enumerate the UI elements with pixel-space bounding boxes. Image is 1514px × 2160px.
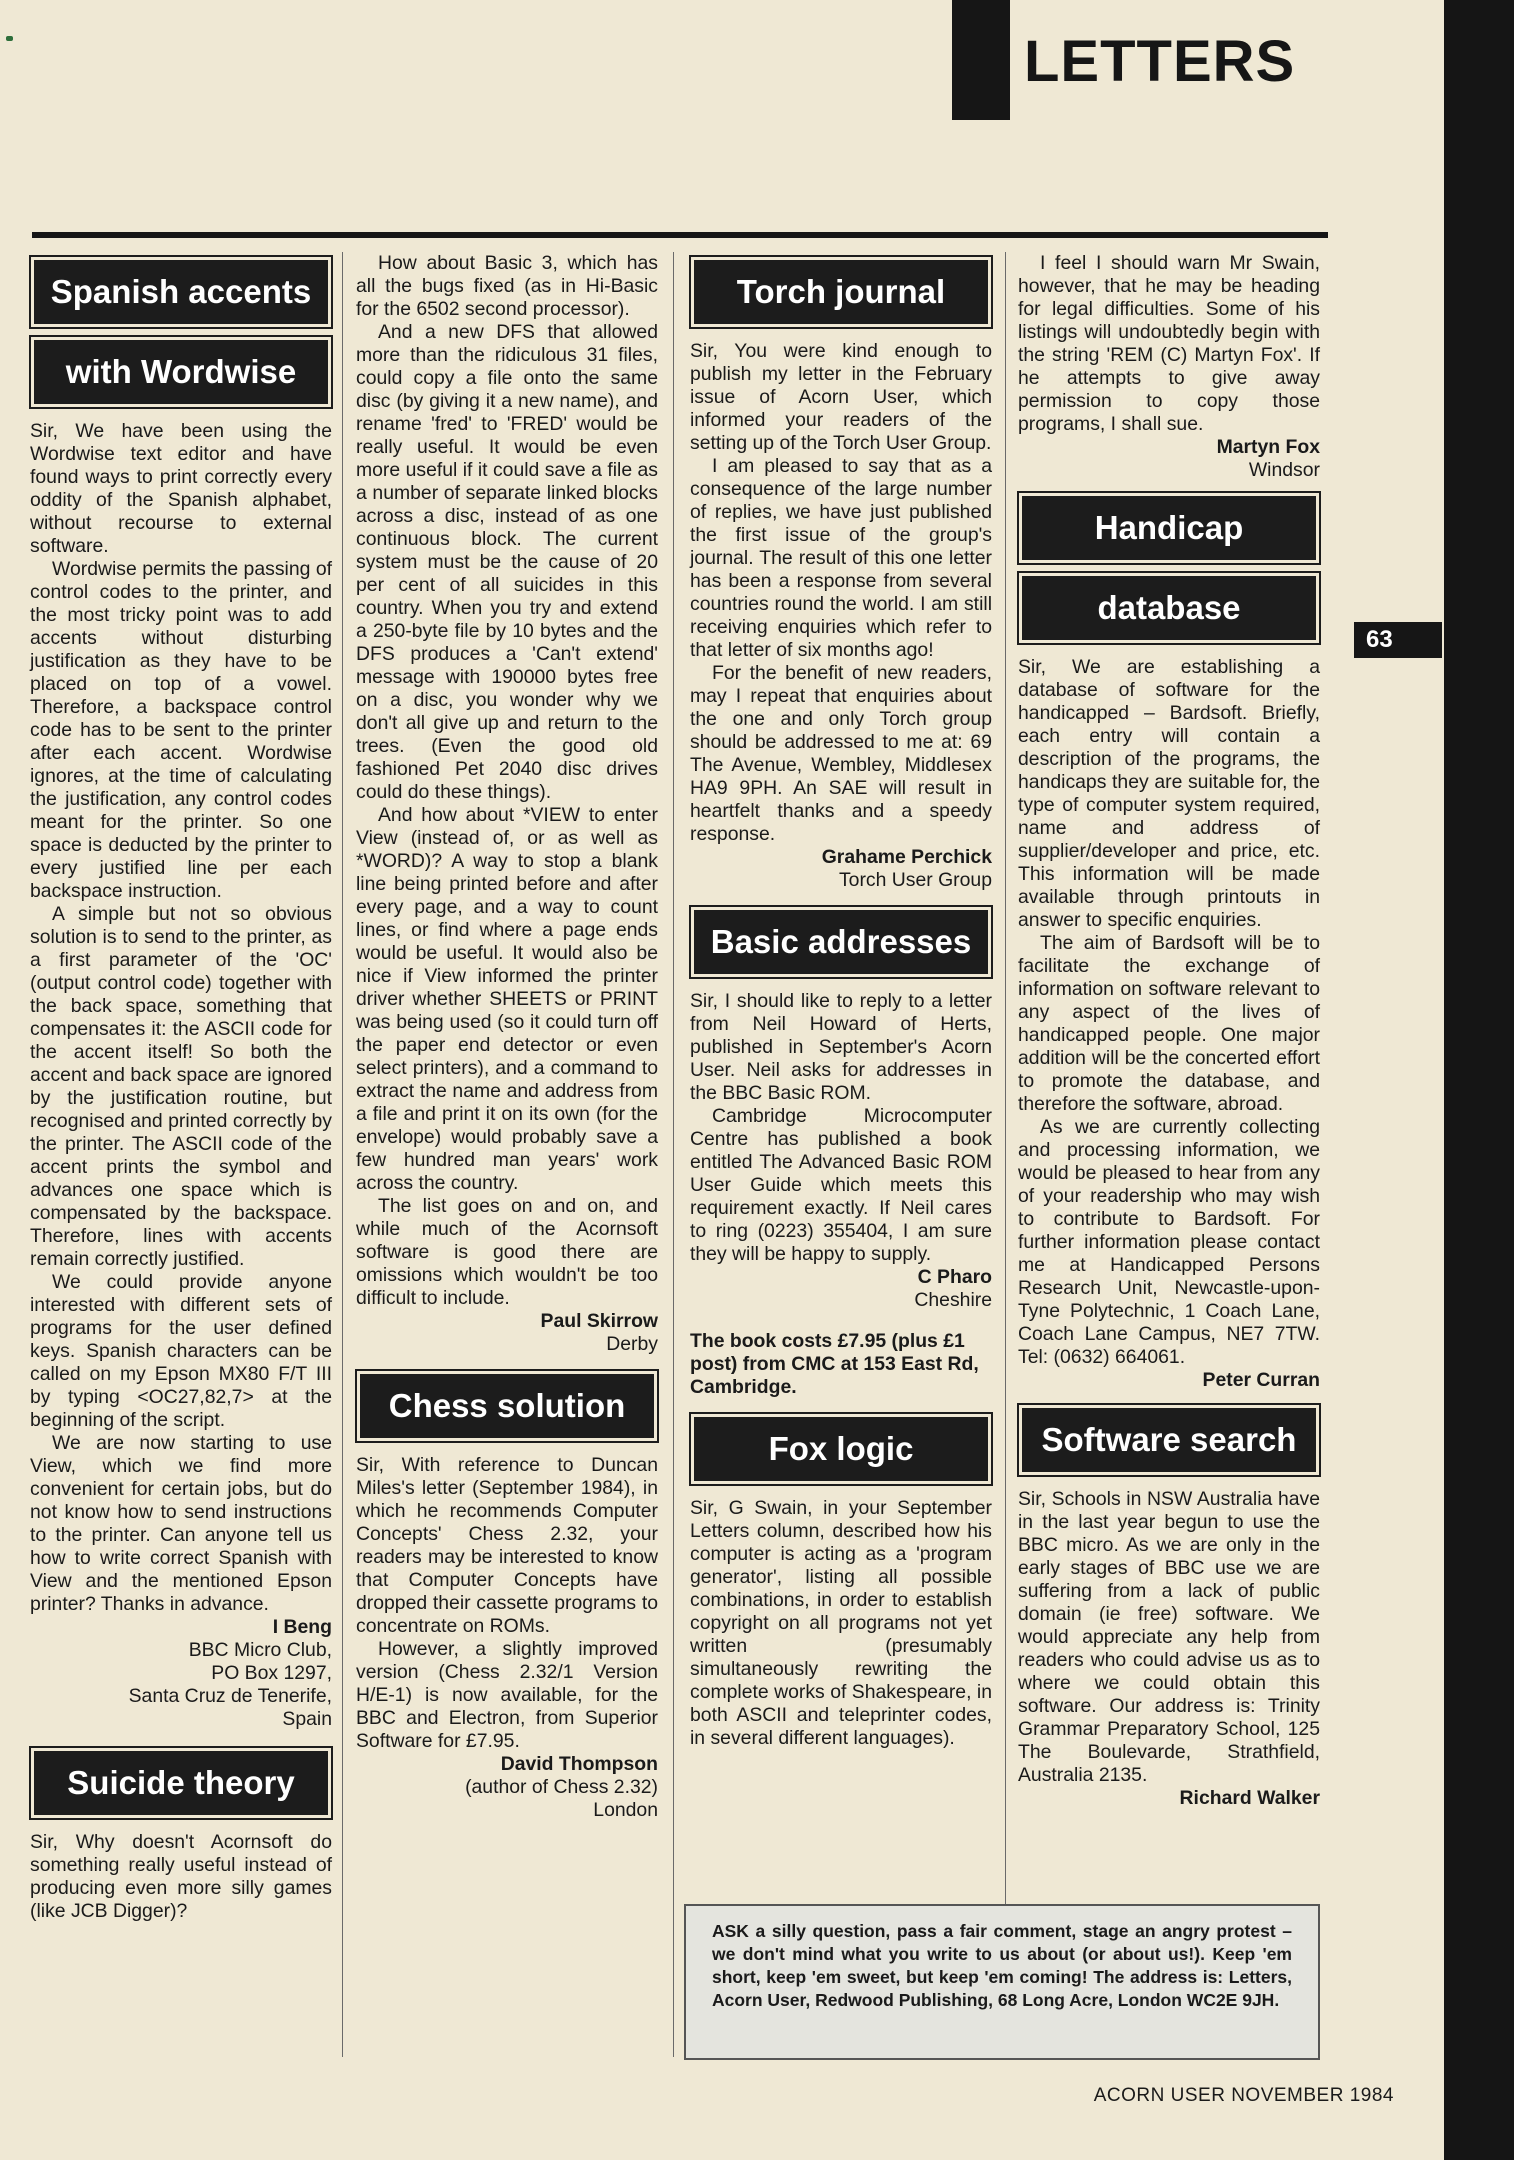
letter-paragraph: Sir, We are establishing a database of software for the handicapped – Bardsoft. Briefly, each entry will contain a description of the programs, the handicaps they are suitable for, the type of computer system required, name and address of supplier/developer and price, etc. This information will be made available through printouts in answer to specific enquiries. (1018, 656, 1320, 931)
letter-paragraph: The list goes on and on, and while much of the Acornsoft software is good there are omissions which wouldn't be too difficult to include. (356, 1195, 658, 1309)
letter-paragraph: Sir, With reference to Duncan Miles's letter (September 1984), in which he recommends Computer Concepts' Chess 2.32, your readers may be interested to know that Computer Concepts have dropped their cassette programs to concentrate on ROMs. (356, 1454, 658, 1637)
column-divider (673, 252, 674, 2057)
signature-address: Santa Cruz de Tenerife, (128, 1685, 332, 1707)
letter-paragraph: I feel I should warn Mr Swain, however, that he may be heading for legal difficulties. Some of his listings will undoubtedly begin with the string 'REM (C) Martyn Fox'. If he attempts to give away permission to copy those programs, I shall sue. (1018, 252, 1320, 435)
letter-paragraph: How about Basic 3, which has all the bugs fixed (as in Hi-Basic for the 6502 second processor). (356, 252, 658, 320)
heading-fox-logic: Fox logic (694, 1417, 988, 1481)
signature: Grahame Perchick (821, 846, 992, 868)
heading-database: database (1022, 576, 1316, 640)
signature: C Pharo (917, 1266, 992, 1288)
column-2 (356, 252, 658, 1822)
column-divider (342, 252, 343, 2057)
signature-line: (author of Chess 2.32) (465, 1776, 658, 1798)
header-rule (32, 232, 1328, 238)
column-divider (1005, 252, 1006, 2057)
letter-paragraph: And how about *VIEW to enter View (instead of, or as well as *WORD)? A way to stop a blank line being printed before and after every page, and a way to count lines, or find where a page ends would be useful. It would also be nice if View informed the printer driver whether SHEETS or PRINT was being used (so it could turn off the paper end detector or even select printers), and a command to extract the name and address from a file and print it on its own (for the envelope) would probably save a few hundred man years' work across the country. (356, 804, 658, 1194)
letter-paragraph: Sir, Schools in NSW Australia have in the last year begun to use the BBC micro. As we are only in the early stages of BBC use we are suffering from a lack of public domain (ie free) software. We would appreciate any help from readers who could advise us as to where we could obtain this software. Our address is: Trinity Grammar Preparatory School, 125 The Boulevarde, Strathfield, Australia 2135. (1018, 1488, 1320, 1786)
header-tab-block (952, 0, 1010, 120)
print-mark (6, 36, 13, 41)
column-1 (30, 252, 332, 1923)
heading-spanish-accents: Spanish accents (34, 260, 328, 324)
signature-address: Spain (282, 1708, 332, 1730)
signature: David Thompson (500, 1753, 658, 1775)
signature-location: Torch User Group (838, 869, 992, 891)
heading-torch-journal: Torch journal (694, 260, 988, 324)
letter-paragraph: We could provide anyone interested with different sets of programs for the user defined keys. Spanish characters can be called on my Epson MX80 F/T III by typing <OC27,82,7> at the beginning of the script. (30, 1271, 332, 1431)
signature-location: Derby (606, 1333, 658, 1355)
signature: Peter Curran (1202, 1369, 1320, 1391)
letter-paragraph: The aim of Bardsoft will be to facilitate the exchange of information on software relevant to any aspect of the lives of handicapped people. One major addition will be the concerted effort to promote the database, and therefore the software, abroad. (1018, 932, 1320, 1115)
letter-paragraph: Cambridge Microcomputer Centre has published a book entitled The Advanced Basic ROM User Guide which meets this requirement exactly. If Neil cares to ring (0223) 355404, I am sure they will be happy to supply. (690, 1105, 992, 1265)
letter-paragraph: Sir, You were kind enough to publish my letter in the February issue of Acorn User, which informed your readers of the setting up of the Torch User Group. (690, 340, 992, 454)
page-footer: ACORN USER NOVEMBER 1984 (1093, 2085, 1394, 2106)
letter-paragraph: We are now starting to use View, which we find more convenient for certain jobs, but do not know how to send instructions to the printer. Can anyone tell us how to write correct Spanish with View and the mentioned Epson printer? Thanks in advance. (30, 1432, 332, 1615)
letter-paragraph: For the benefit of new readers, may I repeat that enquiries about the one and only Torch group should be addressed to me at: 69 The Avenue, Wembley, Middlesex HA9 9PH. An SAE will result in heartfelt thanks and a speedy response. (690, 662, 992, 845)
signature: Richard Walker (1179, 1787, 1320, 1809)
heading-with-wordwise: with Wordwise (34, 340, 328, 404)
signature: I Beng (272, 1616, 332, 1638)
editor-note: The book costs £7.95 (plus £1 post) from CMC at 153 East Rd, Cambridge. (690, 1330, 979, 1398)
signature: Martyn Fox (1216, 436, 1320, 458)
heading-suicide-theory: Suicide theory (34, 1751, 328, 1815)
letter-paragraph: I am pleased to say that as a consequence of the large number of replies, we have just published the first issue of the group's journal. The result of this one letter has been a response from several countries round the world. I am still receiving enquiries which refer to that letter of six months ago! (690, 455, 992, 661)
letter-paragraph: Wordwise permits the passing of control codes to the printer, and the most tricky point was to add accents without disturbing justification as they have to be placed on top of a vowel. Therefore, a backspace control code has to be sent to the printer after each accent. Wordwise ignores, at the time of calculating the justification, any control codes meant for the printer. So one space is deducted by the printer to every justified line per each backspace instruction. (30, 558, 332, 902)
signature-location: Cheshire (914, 1289, 992, 1311)
heading-handicap: Handicap (1022, 496, 1316, 560)
signature-address: PO Box 1297, (211, 1662, 332, 1684)
signature: Paul Skirrow (540, 1310, 658, 1332)
letter-paragraph: And a new DFS that allowed more than the ridiculous 31 files, could copy a file onto the same disc (by giving it a new name), and rename 'fred' to 'FRED' would be really useful. It would be even more useful if it could save a file as a number of separate linked blocks across a disc, instead of as one continuous block. The current system must be the cause of 20 per cent of all suicides in this country. When you try and extend a 250-byte file by 10 bytes and the DFS produces a 'Can't extend' message with 190000 bytes free on a disc, you wonder why we don't all give up and return to the trees. (Even the good old fashioned Pet 2040 disc drives could do these things). (356, 321, 658, 803)
heading-basic-addresses: Basic addresses (694, 910, 988, 974)
column-3 (690, 252, 992, 1750)
signature-location: London (593, 1799, 658, 1821)
letter-paragraph: A simple but not so obvious solution is to send to the printer, as a first parameter of the 'OC' (output control code) together with the back space, something that compensates it: the ASCII code for the accent itself! So both the accent and back space are ignored by the justification routine, but recognised and printed correctly by the printer. The ASCII code of the accent prints the symbol and advances one space which is compensated by the backspace. Therefore, lines with accents remain correctly justified. (30, 903, 332, 1270)
letter-paragraph: However, a slightly improved version (Chess 2.32/1 Version H/E-1) is now available, for the BBC and Electron, from Superior Software for £7.95. (356, 1638, 658, 1752)
page-number: 63 (1354, 622, 1442, 658)
heading-software-search: Software search (1022, 1408, 1316, 1472)
signature-address: BBC Micro Club, (188, 1639, 332, 1661)
heading-chess-solution: Chess solution (360, 1374, 654, 1438)
letter-paragraph: Sir, Why doesn't Acornsoft do something really useful instead of producing even more silly games (like JCB Digger)? (30, 1831, 332, 1922)
letter-paragraph: Sir, I should like to reply to a letter from Neil Howard of Herts, published in September's Acorn User. Neil asks for addresses in the BBC Basic ROM. (690, 990, 992, 1104)
letter-paragraph: Sir, We have been using the Wordwise text editor and have found ways to print correctly every oddity of the Spanish alphabet, without recourse to external software. (30, 420, 332, 557)
letter-paragraph: Sir, G Swain, in your September Letters column, described how his computer is acting as a 'program generator', listing all possible combinations, in order to establish copyright on all programs not yet written (presumably simultaneously rewriting the complete works of Shakespeare, in both ASCII and teleprinter codes, in several different languages). (690, 1497, 992, 1749)
column-4 (1018, 252, 1320, 1810)
signature-location: Windsor (1248, 459, 1320, 481)
page-title: LETTERS (1024, 29, 1296, 94)
page-spine (1444, 0, 1514, 2160)
letter-paragraph: As we are currently collecting and processing information, we would be pleased to hear from any of your readership who may wish to contribute to Bardsoft. For further information please contact me at Handicapped Persons Research Unit, Newcastle-upon-Tyne Polytechnic, 1 Coach Lane, Coach Lane Campus, NE7 7TW. Tel: (0632) 664061. (1018, 1116, 1320, 1368)
letters-info-box: ASK a silly question, pass a fair comment, stage an angry protest – we don't mind what you write to us about (or about us!). Keep 'em short, keep 'em sweet, but keep 'em coming! The address is: Letters, Acorn User, Redwood Publishing, 68 Long Acre, London WC2E 9JH. (684, 1904, 1320, 2060)
